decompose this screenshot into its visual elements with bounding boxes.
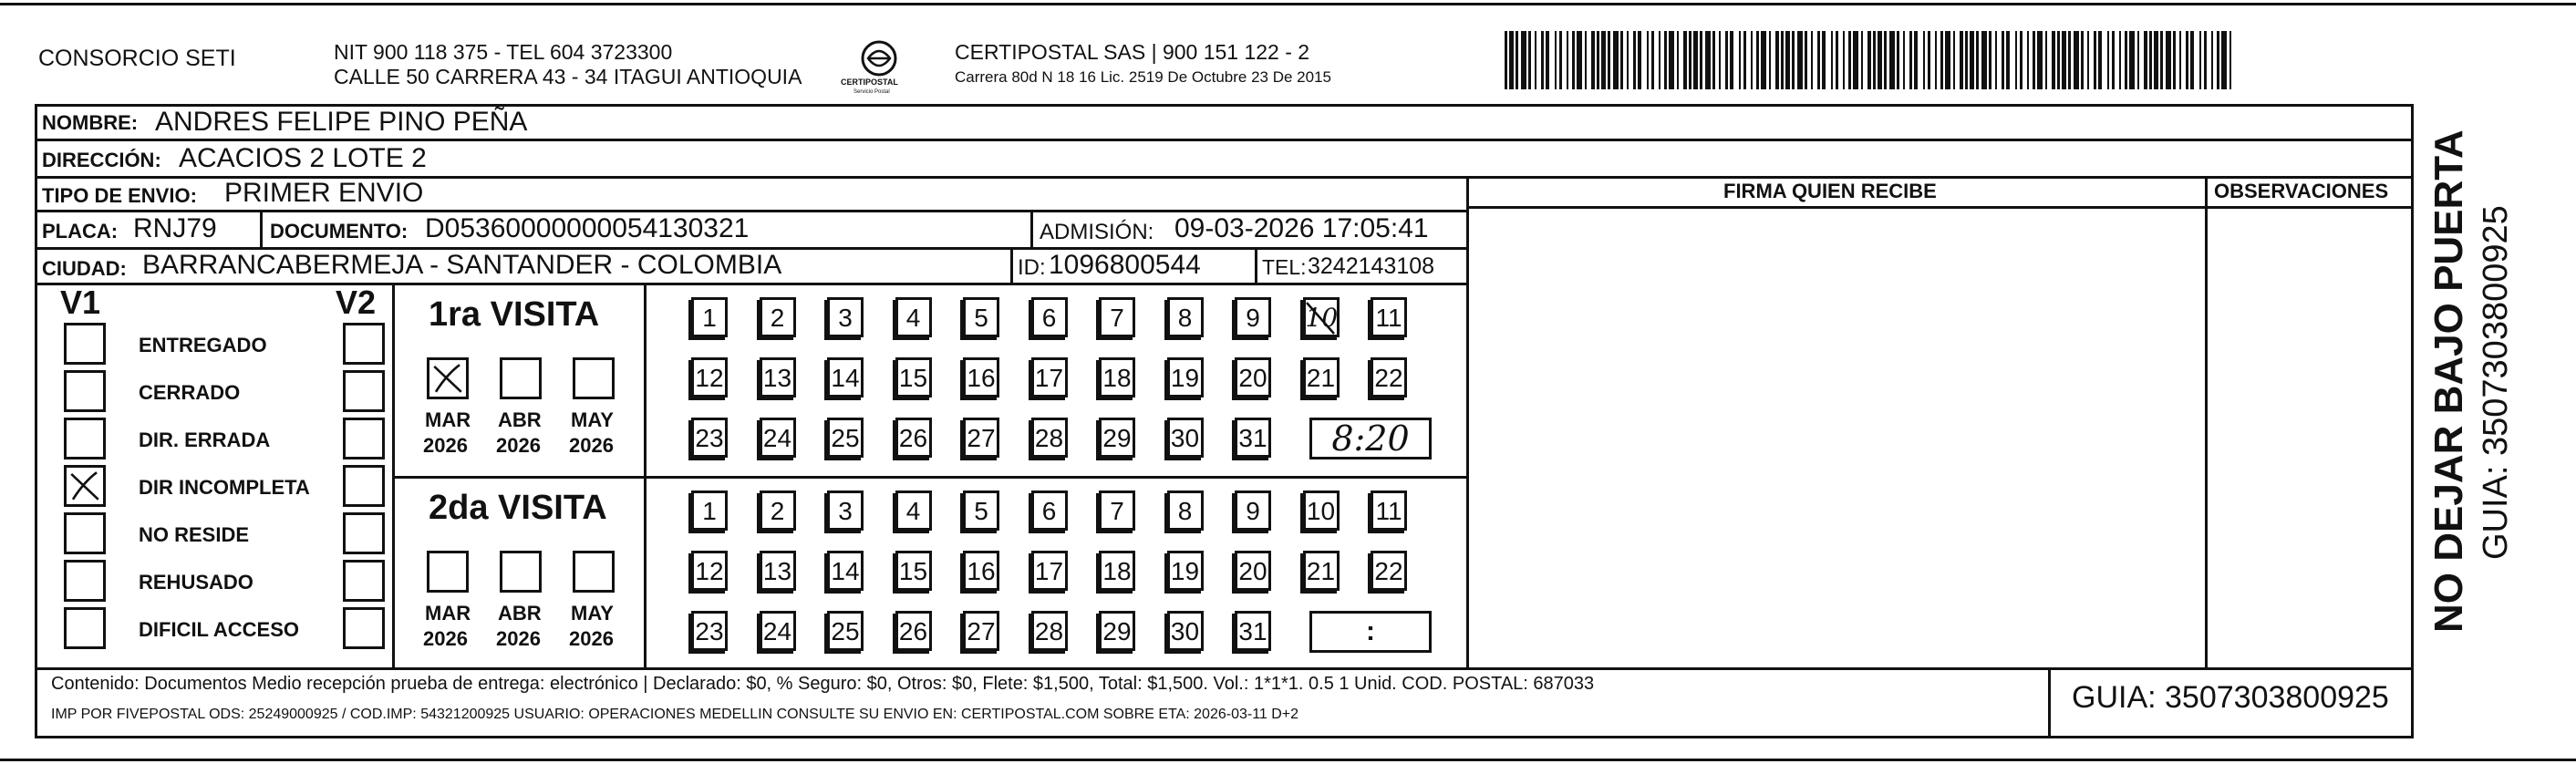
day-box[interactable]: 10	[1303, 297, 1340, 337]
month-year: 2026	[423, 627, 468, 650]
day-box[interactable]: 9	[1235, 490, 1271, 531]
license-line: Carrera 80d N 18 16 Lic. 2519 De Octubre 23 De 2015	[955, 68, 1331, 86]
visit-title: 1ra VISITA	[429, 295, 600, 334]
status-divider	[392, 283, 395, 667]
month-name: ABR	[498, 602, 542, 625]
barcode-icon	[1505, 31, 2234, 89]
tipo-envio-label: TIPO DE ENVIO:	[42, 184, 197, 207]
day-box[interactable]: 10	[1303, 490, 1340, 531]
placa-label: PLACA:	[42, 220, 119, 243]
day-box[interactable]: 23	[691, 611, 728, 651]
side-guia: GUIA: 3507303800925	[2477, 205, 2515, 560]
day-box[interactable]: 1	[691, 490, 728, 531]
month-checkbox[interactable]	[573, 357, 615, 399]
v1-label: V1	[60, 284, 101, 321]
v2-checkbox[interactable]	[343, 323, 385, 365]
row-divider	[35, 210, 1466, 212]
day-box[interactable]: 22	[1371, 551, 1407, 591]
v2-checkbox[interactable]	[343, 370, 385, 412]
day-box[interactable]: 24	[760, 611, 796, 651]
month-name: MAR	[425, 602, 471, 625]
day-box[interactable]: 8	[1167, 297, 1204, 337]
status-label: REHUSADO	[139, 571, 253, 594]
observaciones-header: OBSERVACIONES	[2214, 180, 2389, 202]
day-box[interactable]: 16	[963, 551, 999, 591]
header-row-divider	[1466, 206, 2414, 209]
day-box[interactable]: 26	[895, 611, 932, 651]
x-mark-icon	[67, 468, 103, 504]
month-checkbox[interactable]	[427, 551, 469, 593]
x-mark-icon	[429, 360, 466, 397]
admision-divider	[1030, 210, 1033, 248]
address-line: CALLE 50 CARRERA 43 - 34 ITAGUI ANTIOQUIA	[334, 65, 802, 88]
month-name: MAY	[571, 408, 614, 431]
day-box[interactable]: 20	[1235, 357, 1271, 397]
nit-line: NIT 900 118 375 - TEL 604 3723300	[334, 40, 673, 64]
direccion-label: DIRECCIÓN:	[42, 149, 161, 171]
status-label: NO RESIDE	[139, 523, 250, 546]
firma-left-border	[1466, 176, 1469, 668]
visit-row-divider	[392, 476, 1468, 479]
day-box[interactable]: 30	[1167, 418, 1204, 458]
day-box[interactable]: 27	[963, 611, 999, 651]
month-name: ABR	[498, 408, 542, 431]
day-box[interactable]: 26	[895, 418, 932, 458]
day-box[interactable]: 30	[1167, 611, 1204, 651]
day-box[interactable]: 20	[1235, 551, 1271, 591]
day-box[interactable]: 6	[1031, 297, 1068, 337]
row-divider	[35, 139, 2414, 141]
day-box[interactable]: 25	[827, 611, 864, 651]
month-name: MAY	[571, 602, 614, 625]
month-year: 2026	[496, 434, 541, 457]
day-box[interactable]: 28	[1031, 418, 1068, 458]
footer-divider	[35, 667, 2414, 670]
day-box[interactable]: 17	[1031, 551, 1068, 591]
carrier-line: CERTIPOSTAL SAS | 900 151 122 - 2	[955, 40, 1310, 64]
day-box[interactable]: 16	[963, 357, 999, 397]
v2-label: V2	[336, 284, 377, 321]
day-box[interactable]: 24	[760, 418, 796, 458]
day-box[interactable]: 9	[1235, 297, 1271, 337]
bottom-border	[0, 759, 2576, 761]
month-year: 2026	[569, 434, 614, 457]
day-box[interactable]: 29	[1099, 611, 1135, 651]
day-box[interactable]: 11	[1371, 297, 1407, 337]
certipostal-logo	[837, 36, 921, 100]
day-box[interactable]: 12	[691, 357, 728, 397]
admision-label: ADMISIÓN:	[1040, 220, 1154, 244]
day-box[interactable]: 3	[827, 490, 864, 531]
visit-title: 2da VISITA	[429, 489, 607, 527]
documento-value: D05360000000054130321	[425, 213, 750, 243]
visit-time-field[interactable]: :	[1309, 611, 1432, 653]
day-box[interactable]: 15	[895, 551, 932, 591]
day-box[interactable]: 2	[760, 297, 796, 337]
placa-value: RNJ79	[133, 213, 217, 243]
day-box[interactable]: 27	[963, 418, 999, 458]
v1-checkbox[interactable]	[64, 560, 106, 602]
v1-checkbox[interactable]	[64, 323, 106, 365]
day-box[interactable]: 29	[1099, 418, 1135, 458]
day-box[interactable]: 1	[691, 297, 728, 337]
direccion-value: ACACIOS 2 LOTE 2	[179, 143, 427, 173]
day-box[interactable]: 31	[1235, 418, 1271, 458]
placa-divider	[260, 210, 263, 248]
day-box[interactable]: 7	[1099, 490, 1135, 531]
day-box[interactable]: 22	[1371, 357, 1407, 397]
nombre-label: NOMBRE:	[42, 111, 139, 134]
day-box[interactable]: 7	[1099, 297, 1135, 337]
company-name: CONSORCIO SETI	[38, 46, 236, 71]
day-box[interactable]: 21	[1303, 551, 1340, 591]
day-box[interactable]: 15	[895, 357, 932, 397]
month-checkbox[interactable]	[500, 551, 542, 593]
day-box[interactable]: 21	[1303, 357, 1340, 397]
day-box[interactable]: 25	[827, 418, 864, 458]
tipo-envio-value: PRIMER ENVIO	[224, 178, 424, 208]
nombre-value: ANDRES FELIPE PINO PEÑA	[155, 107, 528, 137]
day-box[interactable]: 12	[691, 551, 728, 591]
v1-checkbox[interactable]	[64, 418, 106, 459]
footer-contenido: Contenido: Documentos Medio recepción prueba de entrega: electrónico | Declarado: $0, % Seguro: $0, Otros: $0, Flete: $1,500, Total: $1,500. Vol.: 1*1*1. 0.5 1 Unid. COD. POSTAL: 687033	[51, 674, 1595, 694]
month-checkbox[interactable]	[573, 551, 615, 593]
day-box[interactable]: 2	[760, 490, 796, 531]
v2-checkbox[interactable]	[343, 418, 385, 459]
v2-checkbox[interactable]	[343, 607, 385, 649]
id-label: ID:	[1018, 255, 1046, 280]
row-divider	[35, 283, 1466, 285]
day-box[interactable]: 17	[1031, 357, 1068, 397]
day-box[interactable]: 11	[1371, 490, 1407, 531]
status-label: ENTREGADO	[139, 334, 267, 356]
month-checkbox[interactable]	[427, 357, 469, 399]
month-year: 2026	[423, 434, 468, 457]
day-box[interactable]: 8	[1167, 490, 1204, 531]
day-box[interactable]: 18	[1099, 551, 1135, 591]
v2-checkbox[interactable]	[343, 560, 385, 602]
day-box[interactable]: 23	[691, 418, 728, 458]
observations-area[interactable]	[2209, 210, 2411, 666]
logo-caption: CERTIPOSTAL	[841, 77, 898, 87]
top-border	[0, 3, 2576, 5]
tel-value: 3242143108	[1308, 253, 1435, 279]
logo-subcaption: Servicio Postal	[853, 89, 890, 95]
day-box[interactable]: 6	[1031, 490, 1068, 531]
v1-checkbox[interactable]	[64, 607, 106, 649]
day-box[interactable]: 5	[963, 297, 999, 337]
tel-label: TEL:	[1262, 255, 1307, 279]
day-box[interactable]: 13	[760, 551, 796, 591]
status-label: DIFICIL ACCESO	[139, 618, 300, 641]
footer-guia: GUIA: 3507303800925	[2072, 680, 2389, 715]
day-box[interactable]: 19	[1167, 357, 1204, 397]
day-box[interactable]: 18	[1099, 357, 1135, 397]
day-box[interactable]: 3	[827, 297, 864, 337]
v2-checkbox[interactable]	[343, 465, 385, 507]
v2-checkbox[interactable]	[343, 512, 385, 554]
month-checkbox[interactable]	[500, 357, 542, 399]
id-value: 1096800544	[1049, 250, 1201, 280]
day-box[interactable]: 4	[895, 297, 932, 337]
day-box[interactable]: 28	[1031, 611, 1068, 651]
day-box[interactable]: 31	[1235, 611, 1271, 651]
ciudad-value: BARRANCABERMEJA - SANTANDER - COLOMBIA	[142, 250, 782, 280]
day-box[interactable]: 19	[1167, 551, 1204, 591]
documento-label: DOCUMENTO:	[270, 220, 409, 243]
tel-divider	[1255, 247, 1257, 284]
day-box[interactable]: 5	[963, 490, 999, 531]
observaciones-left-border	[2205, 176, 2208, 668]
id-divider	[1010, 247, 1013, 284]
side-notice: NO DEJAR BAJO PUERTA	[2426, 129, 2471, 633]
v1-checkbox[interactable]	[64, 512, 106, 554]
status-label: DIR INCOMPLETA	[139, 476, 310, 499]
status-label: DIR. ERRADA	[139, 428, 271, 451]
day-box[interactable]: 4	[895, 490, 932, 531]
month-name: MAR	[425, 408, 471, 431]
day-box[interactable]: 14	[827, 357, 864, 397]
status-label: CERRADO	[139, 381, 241, 404]
ciudad-label: CIUDAD:	[42, 257, 127, 280]
footer-guia-divider	[2048, 667, 2051, 738]
month-year: 2026	[496, 627, 541, 650]
visit-divider	[644, 283, 647, 667]
v1-checkbox[interactable]	[64, 465, 106, 507]
day-box[interactable]: 13	[760, 357, 796, 397]
day-box[interactable]: 14	[827, 551, 864, 591]
visit-time-field[interactable]: 8:20	[1309, 418, 1432, 459]
firma-header: FIRMA QUIEN RECIBE	[1723, 180, 1937, 202]
v1-checkbox[interactable]	[64, 370, 106, 412]
admision-value: 09-03-2026 17:05:41	[1174, 213, 1429, 243]
footer-imp: IMP POR FIVEPOSTAL ODS: 25249000925 / COD.IMP: 54321200925 USUARIO: OPERACIONES MEDELLIN CONSULTE SU ENVIO EN: CERTIPOSTAL.COM SOBRE ETA: 2026-03-11 D+2	[51, 707, 1299, 722]
day-mark-icon	[1303, 297, 1340, 337]
signature-area[interactable]	[1470, 210, 2203, 666]
month-year: 2026	[569, 627, 614, 650]
